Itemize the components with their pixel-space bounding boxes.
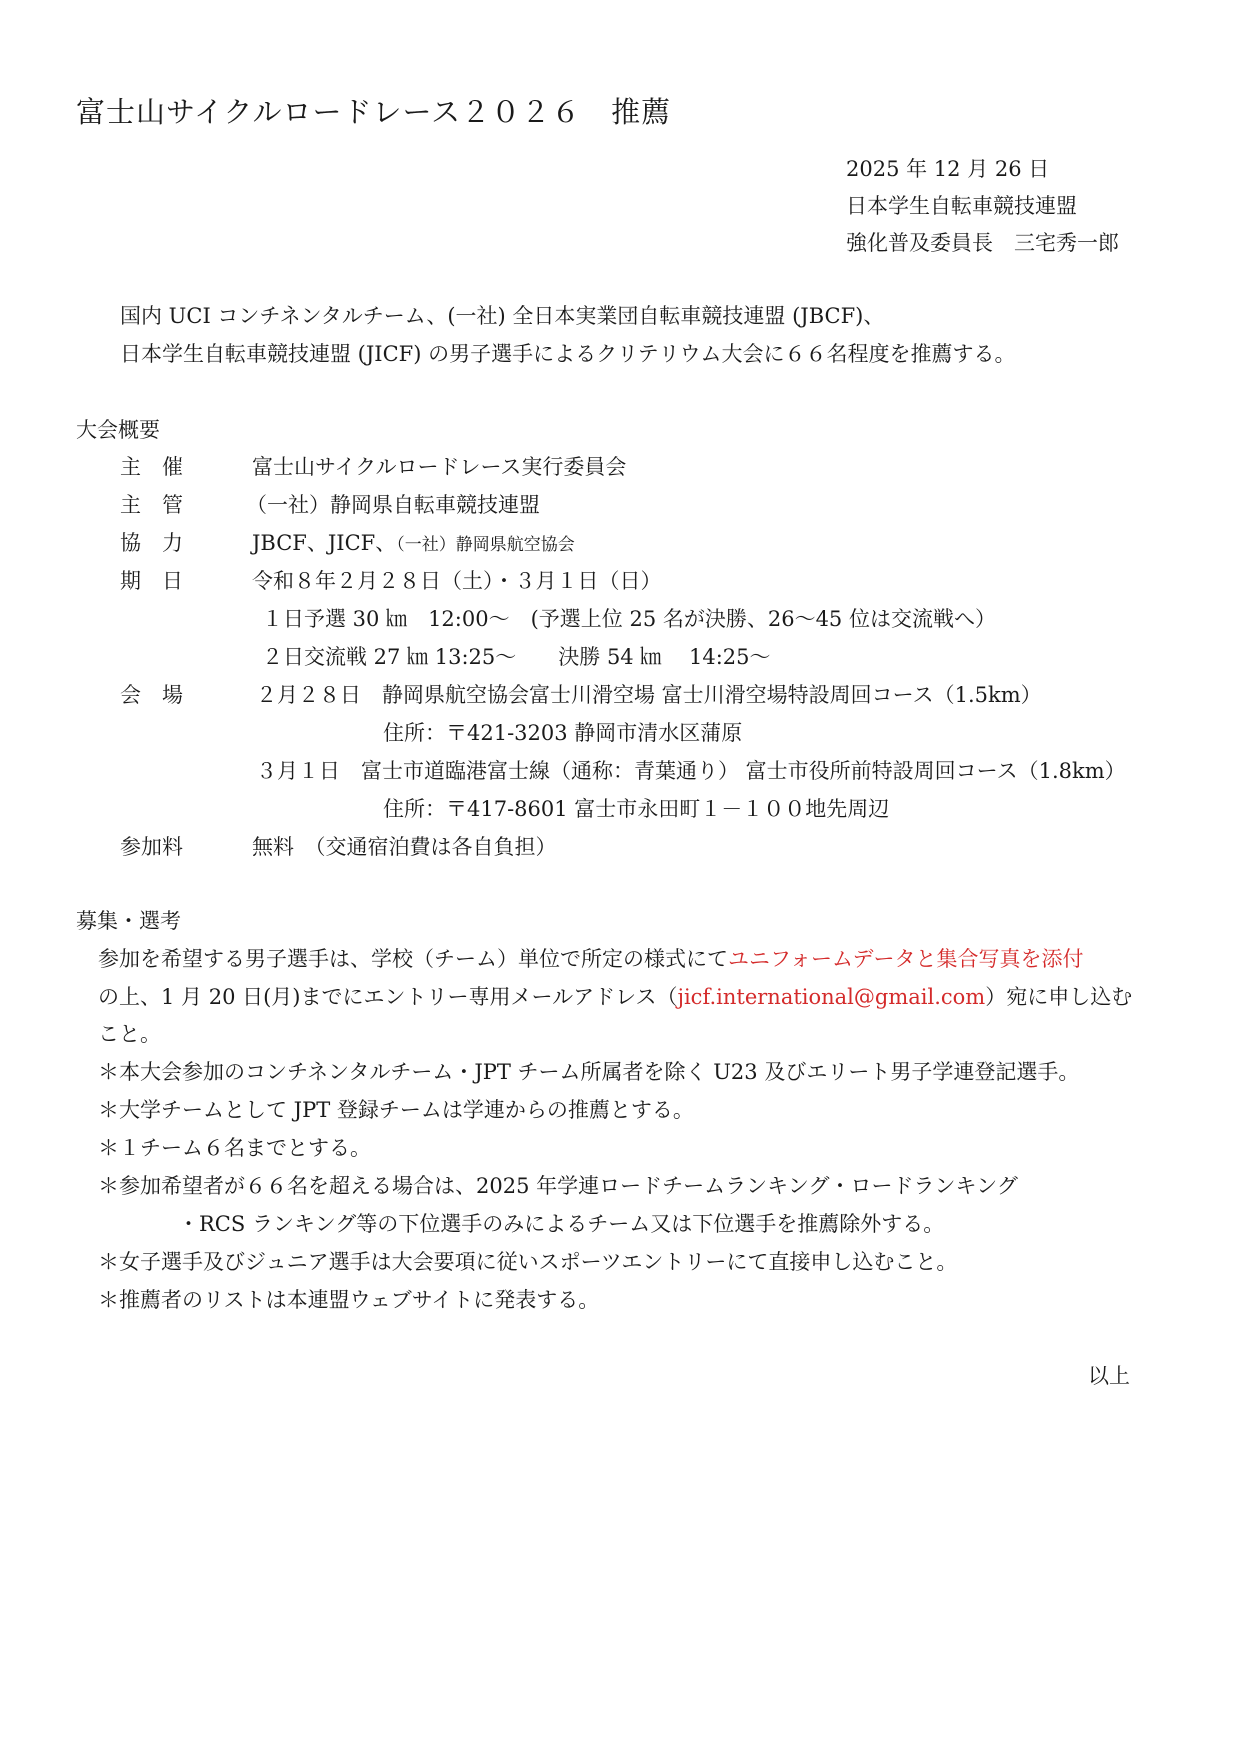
venue-day2: ３月１日 富士市道臨港富士線（通称：青葉通り） 富士市役所前特設周回コース（1.8km） <box>256 759 1126 783</box>
host-label: 主 催 <box>120 455 183 479</box>
recruit-line-1 <box>98 949 1084 970</box>
overview-heading: 大会概要 <box>76 418 160 442</box>
intro-line-2: 日本学生自転車競技連盟 (JICF) の男子選手によるクリテリウム大会に６６名程度を推薦する。 <box>120 342 1016 366</box>
cooperation-main: JBCF、JICF、 <box>252 531 397 555</box>
note-item: ＊大学チームとして JPT 登録チームは学連からの推薦とする。 <box>98 1098 694 1122</box>
manager-value: （一社）静岡県自転車競技連盟 <box>246 493 540 517</box>
host-value: 富士山サイクルロードレース実行委員会 <box>252 455 627 479</box>
entry-email-link[interactable]: jicf.international@gmail.com <box>677 985 986 1009</box>
note-item: ＊参加希望者が６６名を超える場合は、2025 年学連ロードチームランキング・ロードランキング <box>98 1174 1018 1198</box>
document-title: 富士山サイクルロードレース２０２６ 推薦 <box>76 95 672 129</box>
note-item: ＊１チーム６名までとする。 <box>98 1136 371 1160</box>
recruit-highlight: ユニフォームデータと集合写真を添付 <box>728 947 1084 971</box>
period-value: 令和８年２月２８日（土）・３月１日（日） <box>252 569 662 593</box>
closing-mark: 以上 <box>1088 1364 1130 1388</box>
note-item-continuation: ・RCS ランキング等の下位選手のみによるチーム又は下位選手を推薦除外する。 <box>178 1212 945 1236</box>
fee-value: 無料 （交通宿泊費は各自負担） <box>252 835 557 859</box>
recruit-line-1-text: 参加を希望する男子選手は、学校（チーム）単位で所定の様式にて <box>98 947 728 971</box>
day1-schedule: １日予選 30 ㎞ 12:00～ (予選上位 25 名が決勝、26～45 位は交流戦へ） <box>262 607 996 631</box>
recruit-line-3: こと。 <box>98 1022 161 1046</box>
day2-schedule: ２日交流戦 27 ㎞ 13:25～ 決勝 54 ㎞ 14:25～ <box>262 645 771 669</box>
venue-day1-address: 住所：〒421-3203 静岡市清水区蒲原 <box>383 721 743 745</box>
period-label: 期 日 <box>120 569 183 593</box>
recruit-heading: 募集・選考 <box>76 909 181 933</box>
note-item: ＊推薦者のリストは本連盟ウェブサイトに発表する。 <box>98 1288 600 1312</box>
signer: 強化普及委員長 三宅秀一郎 <box>846 231 1119 255</box>
intro-line-1: 国内 UCI コンチネンタルチーム、(一社) 全日本実業団自転車競技連盟 (JBCF)、 <box>120 304 885 328</box>
venue-day2-address: 住所：〒417-8601 富士市永田町１－１００地先周辺 <box>383 797 890 821</box>
manager-label: 主 管 <box>120 493 183 517</box>
venue-day1: ２月２８日 静岡県航空協会富士川滑空場 富士川滑空場特設周回コース（1.5km） <box>256 683 1042 707</box>
cooperation-label: 協 力 <box>120 531 183 555</box>
note-item: ＊女子選手及びジュニア選手は大会要項に従いスポーツエントリーにて直接申し込むこと。 <box>98 1250 958 1274</box>
recruit-line-2-text-a: の上、1 月 20 日(月)までにエントリー専用メールアドレス（ <box>98 985 678 1009</box>
fee-label: 参加料 <box>120 835 183 859</box>
issue-date: 2025 年 12 月 26 日 <box>846 157 1050 181</box>
issuing-organization: 日本学生自転車競技連盟 <box>846 194 1077 218</box>
recruit-line-2 <box>98 987 1132 1008</box>
cooperation-small: （一社）静岡県航空協会 <box>396 535 575 555</box>
note-item: ＊本大会参加のコンチネンタルチーム・JPT チーム所属者を除く U23 及びエリート男子学連登記選手。 <box>98 1060 1080 1084</box>
recruit-line-2-text-b: ）宛に申し込む <box>985 985 1133 1009</box>
cooperation-value <box>252 533 575 554</box>
venue-label: 会 場 <box>120 683 183 707</box>
